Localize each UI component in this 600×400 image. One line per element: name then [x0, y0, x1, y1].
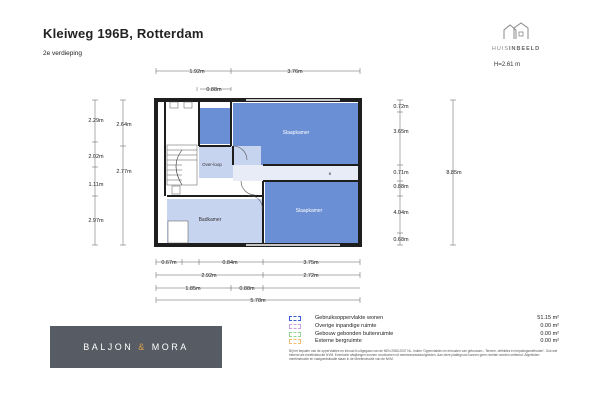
agency-logo-amp: &: [138, 342, 147, 352]
dim-top-width-right: 3.76m: [287, 69, 303, 75]
floor-label: 2e verdieping: [43, 50, 83, 57]
legend-label: Overige inpandige ruimte: [315, 322, 377, 329]
shower-fixture: [168, 221, 188, 243]
sink-fixture: [170, 102, 178, 108]
bath-marker-label: B: [328, 171, 332, 176]
dim-left-outer-2: 2.02m: [88, 154, 104, 160]
landing-label: Over-loop: [202, 162, 222, 167]
legend-swatch: [289, 316, 301, 321]
legend-row: [289, 331, 559, 339]
dim-top-width-left: 1.92m: [189, 69, 205, 75]
legend-value: 0.00 m²: [540, 330, 559, 337]
agency-logo: [50, 326, 222, 368]
legend-value: 0.00 m²: [540, 338, 559, 345]
legend-value: 51.15 m²: [537, 315, 559, 321]
legend-row: [289, 323, 559, 331]
dim-bottom-row1-b: 0.84m: [222, 260, 238, 266]
legend-row: [289, 315, 559, 323]
agency-logo-left: BALJON: [83, 342, 134, 352]
dim-right-inner-2: 3.65m: [393, 129, 409, 135]
legend-label: Gebouw gebonden buitenruimte: [315, 330, 394, 337]
dim-bottom-row3-a: 1.85m: [185, 286, 201, 292]
bathroom-label: Badkamer: [198, 217, 222, 223]
legend-label: Externe bergruimte: [315, 338, 362, 345]
legend-swatch: [289, 324, 301, 329]
dim-right-inner-3: 0.71m: [393, 170, 409, 176]
dim-right-inner-5: 4.04m: [393, 210, 409, 216]
dim-right-total: 8.85m: [446, 170, 462, 176]
legend-swatch: [289, 332, 301, 337]
dim-right-inner-6: 0.68m: [393, 237, 409, 243]
legend-row: [289, 338, 559, 346]
dim-bottom-row2-b: 2.72m: [303, 273, 319, 279]
legend-value: 0.00 m²: [540, 322, 559, 329]
closet-area: [199, 108, 231, 144]
brand-name: HUISINBEELD: [491, 46, 541, 52]
sink-fixture: [184, 102, 192, 108]
dim-top-small: 0.88m: [206, 87, 222, 93]
legend-label: Gebruiksoppervlakte wonen: [315, 315, 384, 321]
dim-bottom-row1-c: 3.75m: [303, 260, 319, 266]
dim-bottom-total: 5.78m: [250, 298, 266, 304]
legend-swatch: [289, 339, 301, 344]
dim-right-inner-1: 0.72m: [393, 104, 409, 110]
dim-left-outer-4: 2.97m: [88, 218, 104, 224]
door-swing: [241, 181, 255, 195]
disclaimer-text: Bij het bepalen van de oppervlaktes en inhoud is uitgegaan van de NEN 2580:2007 NL. Indien 'Oppervlakten en inhouden van gebouwen - Termen, definities en bepalingsmethoden'. Ook wel bekend als meetinstructie NVM. Eventuele afwijkingen kunnen voortkomen uit meetonnauwkeurigheden. Aan deze plattegrond kunnen geen rechten worden ontleend. Afgeleiden meetinstructie en vastgoedsituatie staan in de Meetinstructie van de NVM.: [289, 349, 558, 362]
dim-bottom-row3-b: 0.88m: [239, 286, 255, 292]
bedroom-bottom-label: Slaapkamer: [295, 208, 323, 214]
toilet-fixture: [172, 186, 180, 194]
area-legend: [289, 315, 559, 361]
dim-bottom-row2-a: 2.92m: [201, 273, 217, 279]
dim-left-inner-2: 2.77m: [116, 169, 132, 175]
page-title: Kleiweg 196B, Rotterdam: [43, 26, 204, 41]
ceiling-height: H=2.61 m: [494, 62, 521, 68]
dim-right-inner-4: 0.88m: [393, 184, 409, 190]
dim-bottom-row1-a: 0.67m: [161, 260, 177, 266]
dim-left-inner-1: 2.64m: [116, 122, 132, 128]
dim-left-outer-1: 2.29m: [88, 118, 104, 124]
agency-logo-right: MORA: [151, 342, 189, 352]
dim-left-outer-3: 1.11m: [88, 182, 104, 188]
hall-area: [233, 165, 358, 181]
staircase: [167, 145, 197, 185]
bedroom-top-label: Slaapkamer: [282, 130, 310, 136]
